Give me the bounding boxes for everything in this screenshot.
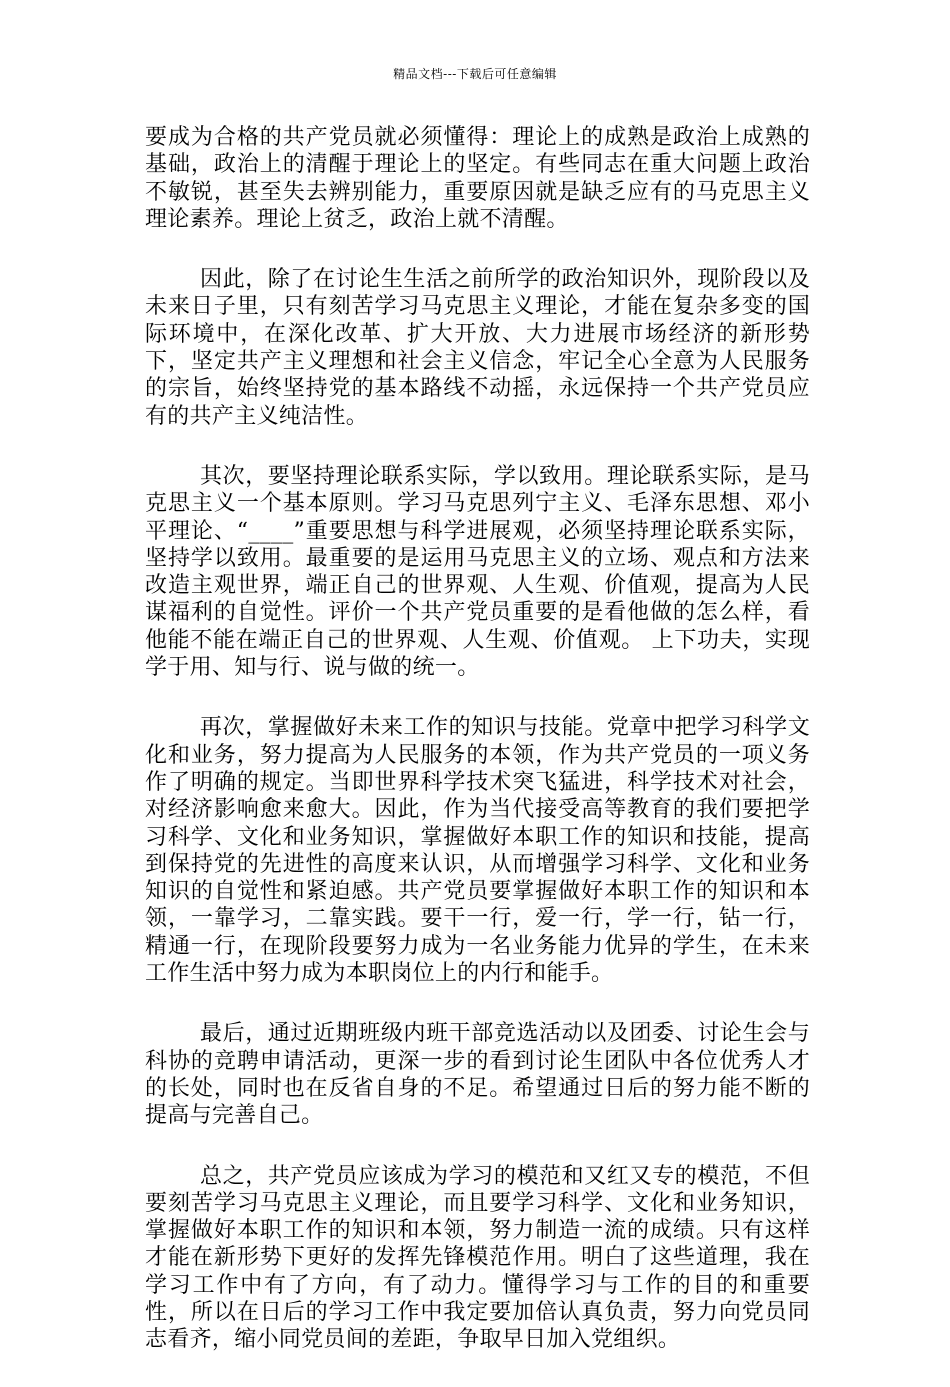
paragraph-3: 其次，要坚持理论联系实际，学以致用。理论联系实际，是马克思主义一个基本原则。学习马克思列宁主义、毛泽东思想、邓小平理论、“____”重要思想与科学进展观，必须坚持理论联系实际，坚持学以致用。最重要的是运用马克思主义的立场、观点和方法来改造主观世界，端正自己的世界观、人生观、价值观，提高为人民谋福利的自觉性。评价一个共产党员重要的是看他做的怎么样，看他能不能在端正自己的世界观、人生观、价值观。 上下功夫，实现学于用、知与行、说与做的统一。 [145,463,810,681]
paragraph-2: 因此，除了在讨论生生活之前所学的政治知识外，现阶段以及未来日子里，只有刻苦学习马克思主义理论，才能在复杂多变的国际环境中，在深化改革、扩大开放、大力进展市场经济的新形势下，坚定共产主义理想和社会主义信念，牢记全心全意为人民服务的宗旨，始终坚持党的基本路线不动摇，永远保持一个共产党员应有的共产主义纯洁性。 [145,267,810,429]
paragraph-6: 总之，共产党员应该成为学习的模范和又红又专的模范，不但要刻苦学习马克思主义理论，而且要学习科学、文化和业务知识，掌握做好本职工作的知识和本领，努力制造一流的成绩。只有这样才能在新形势下更好的发挥先锋模范作用。明白了这些道理，我在学习工作中有了方向，有了动力。懂得学习与工作的目的和重要性，所以在日后的学习工作中我定要加倍认真负责，努力向党员同志看齐，缩小同党员间的差距，争取早日加入党组织。 [145,1163,810,1353]
page-header: 精品文档---下载后可任意编辑 [393,67,557,81]
document-body [145,124,810,1387]
paragraph-5: 最后，通过近期班级内班干部竞选活动以及团委、讨论生会与科协的竞聘申请活动，更深一步的看到讨论生团队中各位优秀人才的长处，同时也在反省自身的不足。希望通过日后的努力能不断的提高与完善自己。 [145,1021,810,1129]
paragraph-1: 要成为合格的共产党员就必须懂得：理论上的成熟是政治上成熟的基础，政治上的清醒于理论上的坚定。有些同志在重大问题上政治不敏锐，甚至失去辨别能力，重要原因就是缺乏应有的马克思主义理论素养。理论上贫乏，政治上就不清醒。 [145,125,810,232]
paragraph-4: 再次，掌握做好未来工作的知识与技能。党章中把学习科学文化和业务，努力提高为人民服务的本领，作为共产党员的一项义务作了明确的规定。当即世界科学技术突飞猛进，科学技术对社会，对经济影响愈来愈大。因此，作为当代接受高等教育的我们要把学习科学、文化和业务知识，掌握做好本职工作的知识和技能，提高到保持党的先进性的高度来认识，从而增强学习科学、文化和业务知识的自觉性和紧迫感。共产党员要掌握做好本职工作的知识和本领，一靠学习，二靠实践。要干一行，爱一行，学一行，钻一行，精通一行，在现阶段要努力成为一名业务能力优异的学生，在未来工作生活中努力成为本职岗位上的内行和能手。 [145,715,810,987]
